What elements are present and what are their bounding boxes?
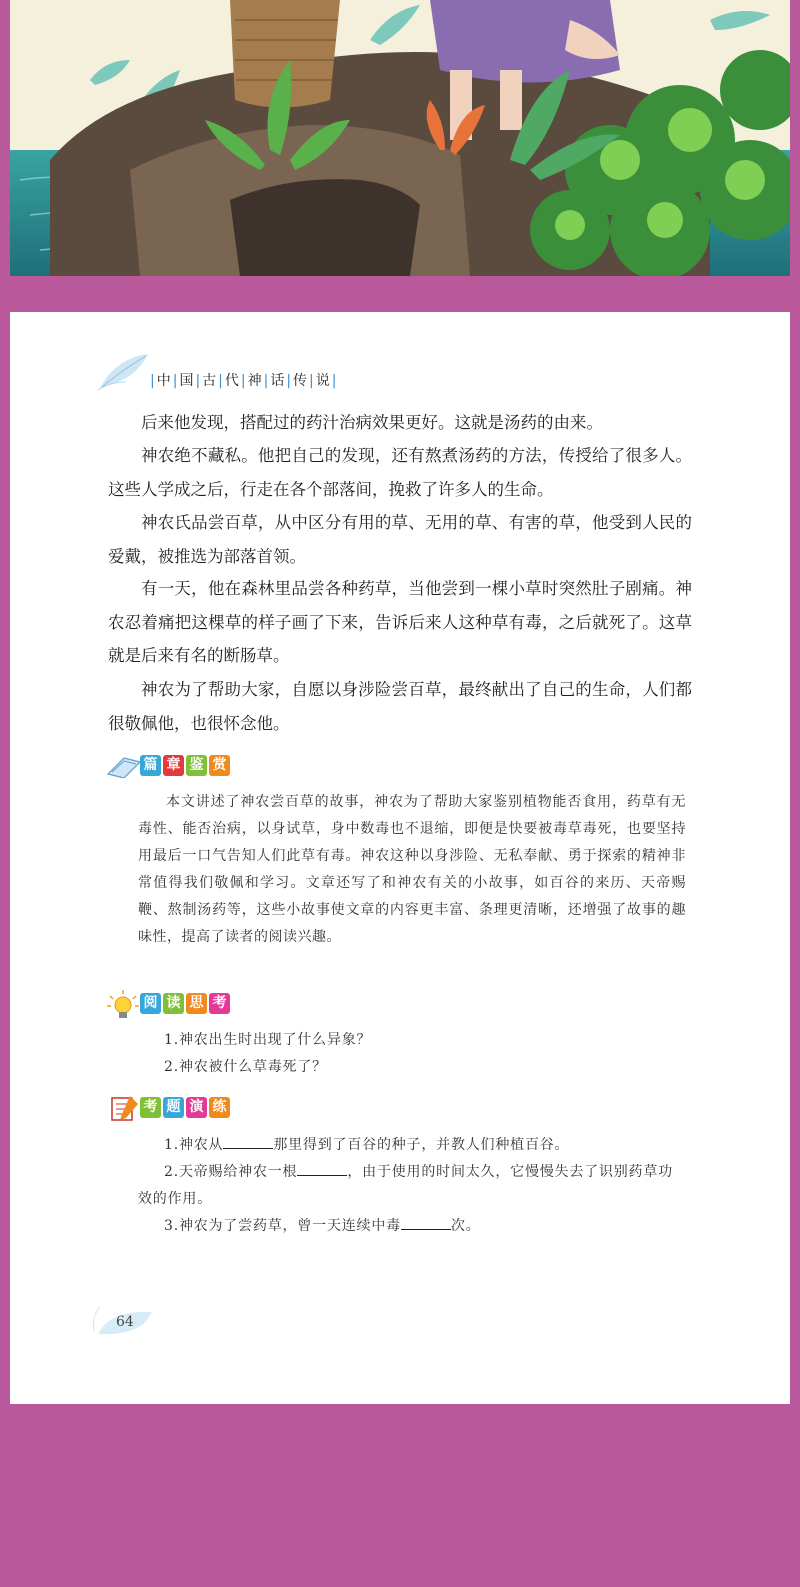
exercise-text: 2.天帝赐给神农一根 <box>164 1164 298 1180</box>
exercise-text: ，由于使用的时间太久，它慢慢失去了识别药草功效的作用。 <box>138 1164 673 1207</box>
story-paragraph: 神农氏品尝百草，从中区分有用的草、无用的草、有害的草，他受到人民的爱戴，被推选为部落首领。 <box>108 513 692 566</box>
exercise-text: 那里得到了百谷的种子，并教人们种植百谷。 <box>273 1137 570 1153</box>
book-icon <box>106 752 142 778</box>
heading-char: 篇 <box>140 755 161 776</box>
illustration-scene <box>10 0 790 276</box>
page-header <box>96 352 356 398</box>
exercise-text: 次。 <box>450 1218 481 1234</box>
heading-char: 练 <box>209 1097 230 1118</box>
cover-illustration <box>10 0 790 276</box>
story-paragraph: 后来他发现，搭配过的药汁治病效果更好。这就是汤药的由来。 <box>141 413 603 432</box>
feather-icon <box>96 352 152 392</box>
heading-char: 鉴 <box>186 755 207 776</box>
story-paragraph: 有一天，他在森林里品尝各种药草，当他尝到一棵小草时突然肚子剧痛。神农忍着痛把这棵草的样子画了下来，告诉后来人这种草有毒，之后就死了。这草就是后来有名的断肠草。 <box>108 579 692 665</box>
exercise-item <box>138 1159 686 1213</box>
page-number: 64 <box>116 1314 134 1330</box>
exercise-text: 3.神农为了尝药草，曾一天连续中毒 <box>164 1218 401 1234</box>
heading-char: 阅 <box>140 993 161 1014</box>
story-paragraph: 神农为了帮助大家，自愿以身涉险尝百草，最终献出了自己的生命，人们都很敬佩他，也很怀念他。 <box>108 680 692 733</box>
heading-char: 读 <box>163 993 184 1014</box>
question-item: 2.神农被什么草毒死了？ <box>164 1059 327 1075</box>
answer-blank[interactable] <box>401 1215 451 1230</box>
answer-blank[interactable] <box>223 1134 273 1149</box>
appreciation-text: 本文讲述了神农尝百草的故事，神农为了帮助大家鉴别植物能否食用，药草有无毒性、能否治病，以身试草，身中数毒也不退缩，即便是快要被毒草毒死，也要坚持用最后一口气告知人们此草有毒。神农这种以身涉险、无私奉献、勇于探索的精神非常值得我们敬佩和学习。文章还写了和神农有关的小故事，如百谷的来历、天帝赐鞭、熬制汤药等，这些小故事使文章的内容更丰富、条理更清晰，还增强了故事的趣味性，提高了读者的阅读兴趣。 <box>138 794 686 945</box>
exercises-heading <box>106 1094 306 1124</box>
thinking-heading <box>106 990 306 1020</box>
heading-char: 演 <box>186 1097 207 1118</box>
question-item: 1.神农出生时出现了什么异象？ <box>164 1032 372 1048</box>
lightbulb-icon <box>106 990 140 1022</box>
heading-char: 思 <box>186 993 207 1014</box>
book-title: | 中 | 国 | 古 | 代 | 神 | 话 | 传 | 说 | <box>150 373 337 389</box>
heading-char: 考 <box>209 993 230 1014</box>
heading-char: 题 <box>163 1097 184 1118</box>
exercise-item <box>138 1213 686 1240</box>
heading-char: 章 <box>163 755 184 776</box>
story-paragraph: 神农绝不藏私。他把自己的发现，还有熬煮汤药的方法，传授给了很多人。这些人学成之后，行走在各个部落间，挽救了许多人的生命。 <box>108 446 692 499</box>
heading-char: 赏 <box>209 755 230 776</box>
heading-char: 考 <box>140 1097 161 1118</box>
appreciation-heading <box>106 752 306 782</box>
page-number-badge <box>90 1302 160 1342</box>
book-page <box>10 312 790 1404</box>
answer-blank[interactable] <box>297 1161 347 1176</box>
notepad-icon <box>106 1094 140 1122</box>
exercise-text: 1.神农从 <box>164 1137 224 1153</box>
exercise-item <box>138 1132 686 1159</box>
